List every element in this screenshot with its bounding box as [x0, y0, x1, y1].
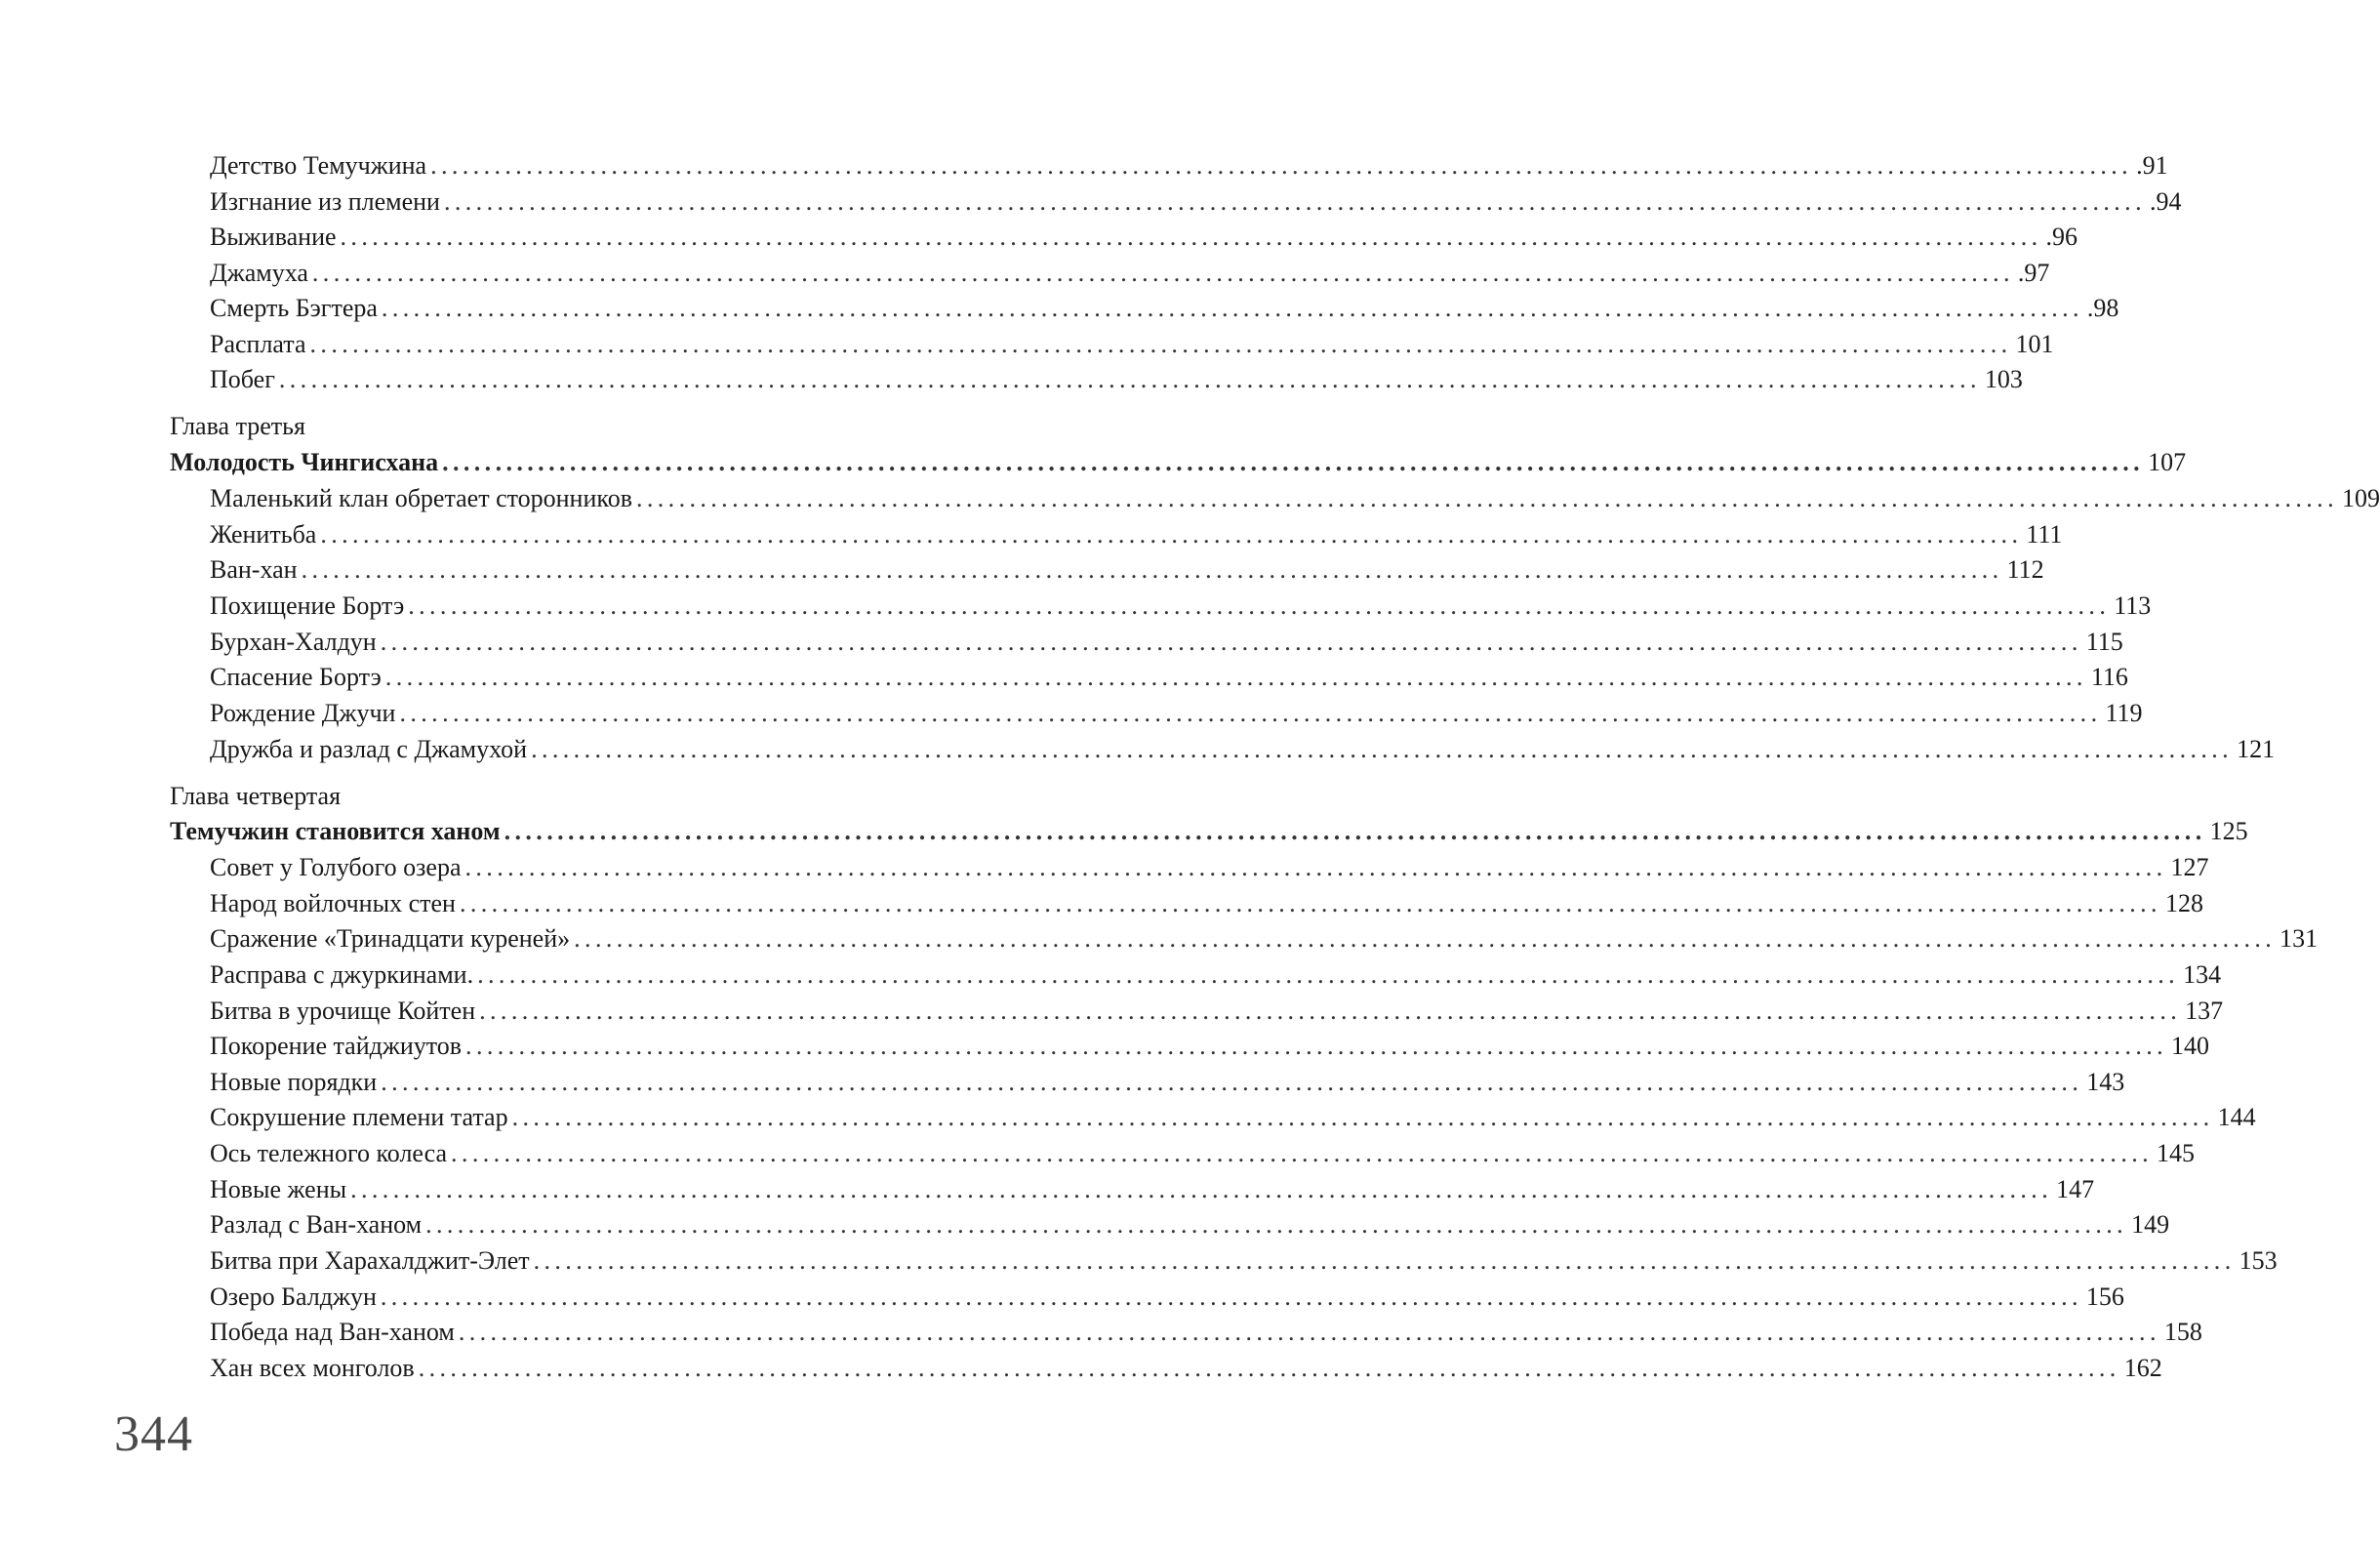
dot-leader: ................................................................................................................................................................: [574, 924, 2277, 953]
dot-leader: ................................................................................................................................................................: [381, 294, 2083, 322]
dot-leader: ................................................................................................................................................................: [380, 1282, 2082, 1311]
dot-leader: ................................................................................................................................................................: [635, 484, 2338, 512]
dot-leader: ................................................................................................................................................................: [408, 591, 2111, 620]
dot-leader: ................................................................................................................................................................: [425, 1210, 2128, 1239]
dot-leader: ................................................................................................................................................................: [381, 1068, 2083, 1096]
toc-entry-page: 116: [2090, 663, 2128, 691]
toc-entry: [210, 1133, 2196, 1168]
toc-entry-title: Совет у Голубого озера: [210, 853, 462, 881]
toc-entry-page: 101: [2015, 330, 2054, 358]
toc-entry-title: Победа над Ван-ханом: [210, 1318, 455, 1346]
dot-leader: ................................................................................................................................................................: [311, 259, 2014, 287]
dot-leader: ................................................................................................................................................................: [380, 628, 2082, 656]
dot-leader: ................................................................................................................................................................: [350, 1175, 2053, 1203]
toc-entry: [210, 1204, 2170, 1240]
toc-entry-page: 149: [2131, 1210, 2170, 1239]
toc-entry-page: .96: [2045, 223, 2078, 251]
dot-leader: ................................................................................................................................................................: [430, 151, 2133, 180]
toc-entry-page: 145: [2157, 1139, 2196, 1167]
toc-entry: [210, 657, 2128, 692]
toc-entry-page: 153: [2239, 1246, 2278, 1275]
toc-entry: [210, 1348, 2162, 1383]
toc-entry-title: Разлад с Ван-ханом: [210, 1210, 423, 1239]
toc-entry: [210, 991, 2224, 1026]
toc-entry: [210, 1277, 2124, 1312]
dot-leader: ................................................................................................................................................................: [465, 1032, 2168, 1060]
toc-entry-title: Сокрушение племени татар: [210, 1103, 508, 1131]
dot-leader: ................................................................................................................................................................: [309, 330, 2012, 358]
toc-entry-title: Побег: [210, 365, 275, 393]
dot-leader: ................................................................................................................................................................: [399, 699, 2102, 727]
dot-leader: ................................................................................................................................................................: [477, 960, 2180, 989]
toc-entry-page: 144: [2217, 1103, 2256, 1131]
dot-leader: ................................................................................................................................................................: [443, 187, 2146, 216]
dot-leader: ................................................................................................................................................................: [442, 448, 2145, 476]
toc-entry: [210, 883, 2203, 918]
toc-entry-page: 156: [2085, 1282, 2124, 1311]
dot-leader: ................................................................................................................................................................: [340, 223, 2042, 251]
toc-entry-title: Расправа с джуркинами.: [210, 960, 474, 989]
toc-entry: [210, 1097, 2256, 1132]
toc-entry-title: Выживание: [210, 223, 337, 251]
toc-entry-title: Похищение Бортэ: [210, 591, 405, 620]
chapter-label: Глава четвертая: [170, 782, 342, 810]
toc-entry-title: Бурхан-Халдун: [210, 628, 377, 656]
toc-entry-title: Дружба и разлад с Джамухой: [210, 735, 528, 763]
toc-entry-page: 127: [2170, 853, 2209, 881]
toc-entry: [210, 1241, 2278, 1276]
toc-entry: [210, 550, 2044, 585]
dot-leader: ................................................................................................................................................................: [320, 520, 2023, 549]
toc-entry-page: 115: [2085, 628, 2123, 656]
toc-entry-page: 143: [2086, 1068, 2125, 1096]
toc-entry-page: 128: [2164, 889, 2203, 917]
toc-entry-title: Сражение «Тринадцати куреней»: [210, 924, 571, 953]
toc-entry-page: .97: [2017, 259, 2050, 287]
toc-entry: [210, 622, 2123, 657]
dot-leader: ................................................................................................................................................................: [418, 1354, 2120, 1382]
toc-entry-title: Джамуха: [210, 259, 308, 287]
toc-entry-title: Маленький клан обретает сторонников: [210, 484, 632, 512]
dot-leader: ................................................................................................................................................................: [459, 889, 2161, 917]
toc-entry: [210, 1062, 2125, 1097]
chapter-title: Темучжин становится ханом: [170, 817, 501, 845]
toc-entry: [210, 586, 2152, 621]
dot-leader: ................................................................................................................................................................: [531, 735, 2234, 763]
toc-entry-title: Битва при Харахалджит-Элет: [210, 1246, 530, 1275]
toc-entry-title: Покорение тайджиутов: [210, 1032, 463, 1060]
toc-entry: [210, 955, 2222, 990]
toc-entry-title: Новые порядки: [210, 1068, 378, 1096]
chapter-label: Глава третья: [170, 412, 305, 440]
toc-entry-page: 103: [1984, 365, 2023, 393]
toc-entry: [210, 182, 2182, 217]
toc-entry-title: Расплата: [210, 330, 306, 358]
toc-entry: [210, 1026, 2210, 1061]
toc-entry-page: 140: [2171, 1032, 2210, 1060]
toc-entry-page: 137: [2185, 997, 2224, 1025]
toc-entry-title: Спасение Бортэ: [210, 663, 382, 691]
dot-leader: ................................................................................................................................................................: [479, 997, 2182, 1025]
page-number: 344: [114, 1406, 193, 1462]
toc-entry-title: Битва в урочище Койтен: [210, 997, 476, 1025]
chapter-title-entry: [170, 811, 2248, 846]
toc-entry: [210, 693, 2143, 728]
chapter-title-entry: [170, 442, 2187, 477]
dot-leader: ................................................................................................................................................................: [458, 1318, 2160, 1346]
toc-entry: [210, 478, 2380, 513]
toc-entry-page: 109: [2341, 484, 2380, 512]
toc-entry-title: Ван-хан: [210, 555, 298, 584]
dot-leader: ................................................................................................................................................................: [533, 1246, 2236, 1275]
toc-entry: [210, 1312, 2202, 1347]
chapter-page: 125: [2209, 817, 2248, 845]
toc-entry-page: 112: [2006, 555, 2044, 584]
dot-leader: ................................................................................................................................................................: [451, 1139, 2154, 1167]
toc-entry: [210, 918, 2319, 954]
toc-entry-title: Рождение Джучи: [210, 699, 396, 727]
toc-entry: [210, 1169, 2095, 1204]
toc-entry: [210, 729, 2276, 764]
dot-leader: ................................................................................................................................................................: [278, 365, 1981, 393]
toc-entry: [210, 359, 2023, 394]
dot-leader: ................................................................................................................................................................: [464, 853, 2167, 881]
toc-entry-title: Народ войлочных стен: [210, 889, 456, 917]
toc-entry-page: 158: [2163, 1318, 2202, 1346]
toc-entry-title: Озеро Балджун: [210, 1282, 377, 1311]
toc-entry-page: .94: [2149, 187, 2182, 216]
toc-entry-title: Смерть Бэгтера: [210, 294, 378, 322]
toc-entry-page: 111: [2026, 520, 2063, 549]
toc-entry: [210, 847, 2209, 882]
toc-entry-page: 131: [2279, 924, 2319, 953]
dot-leader: ................................................................................................................................................................: [384, 663, 2087, 691]
toc-entry-title: Детство Темучжина: [210, 151, 427, 180]
dot-leader: ................................................................................................................................................................: [504, 817, 2206, 845]
toc-entry-title: Ось тележного колеса: [210, 1139, 448, 1167]
toc-entry-page: 113: [2114, 591, 2152, 620]
toc-entry: [210, 324, 2054, 359]
toc-entry-page: 121: [2237, 735, 2276, 763]
chapter-page: 107: [2148, 448, 2187, 476]
toc-entry-title: Хан всех монголов: [210, 1354, 415, 1382]
dot-leader: ................................................................................................................................................................: [511, 1103, 2214, 1131]
toc-entry: [210, 217, 2078, 252]
toc-entry-page: 162: [2123, 1354, 2162, 1382]
toc-entry-page: 134: [2183, 960, 2222, 989]
toc-entry-title: Новые жены: [210, 1175, 347, 1203]
toc-entry-page: 147: [2056, 1175, 2095, 1203]
toc-entry-title: Женитьба: [210, 520, 317, 549]
dot-leader: ................................................................................................................................................................: [301, 555, 2003, 584]
toc-entry-page: 119: [2105, 699, 2143, 727]
toc-entry: [210, 288, 2119, 323]
toc-entry: [210, 253, 2050, 288]
toc-entry-page: .98: [2086, 294, 2119, 322]
toc-entry-title: Изгнание из племени: [210, 187, 440, 216]
toc-entry: [210, 514, 2063, 550]
chapter-title: Молодость Чингисхана: [170, 448, 439, 476]
toc-entry-page: .91: [2136, 151, 2168, 180]
toc-entry: [210, 145, 2168, 181]
